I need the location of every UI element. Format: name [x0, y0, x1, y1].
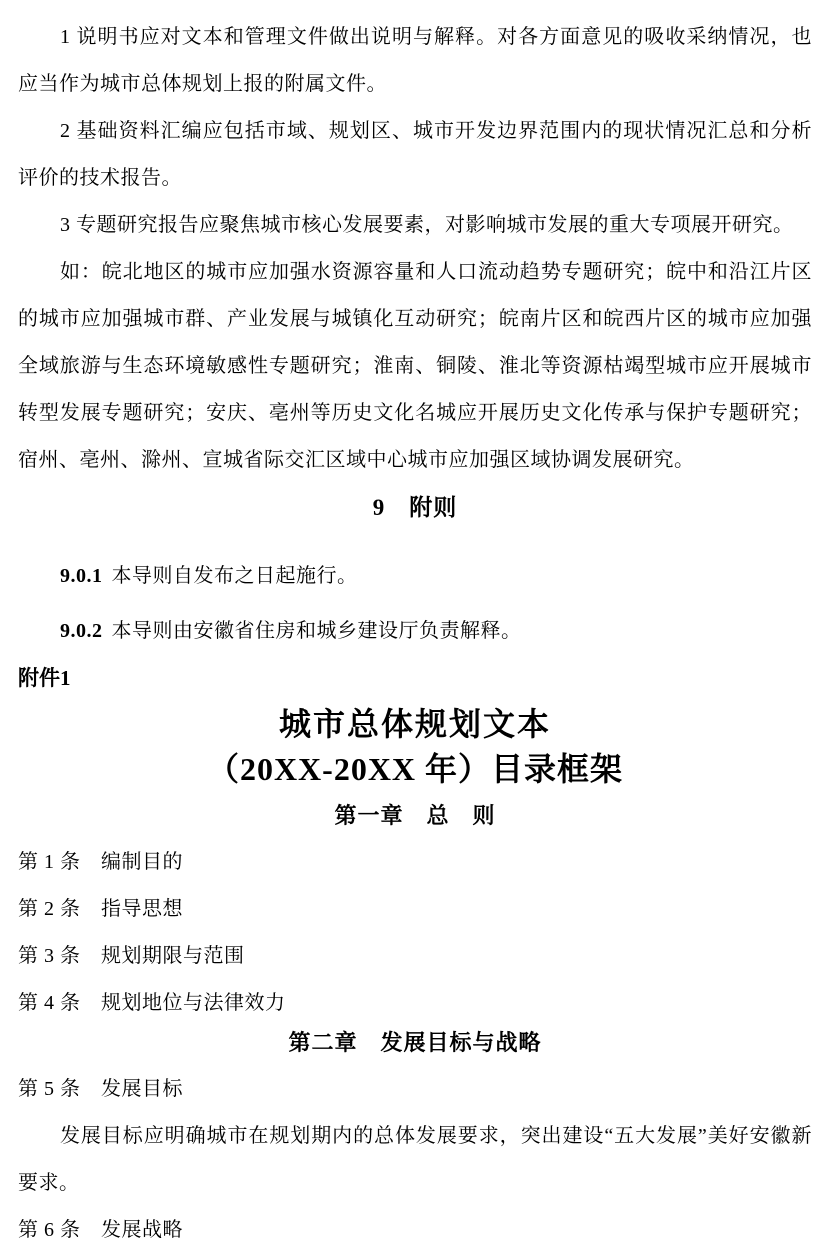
paragraph-development-goal: 发展目标应明确城市在规划期内的总体发展要求，突出建设“五大发展”美好安徽新要求。 [18, 1125, 812, 1194]
article-item-5: 第 5 条 发展目标 [18, 1078, 183, 1100]
doc-title-line2: （20XX-20XX 年）目录框架 [206, 751, 624, 787]
paragraph-explanation-doc: 1 说明书应对文本和管理文件做出说明与解释。对各方面意见的吸收采纳情况，也应当作为城市总体规划上报的附属文件。 [18, 26, 812, 95]
clause-9-0-1 [18, 553, 812, 600]
clause-9-0-2-number: 9.0.2 [60, 620, 103, 642]
chapter-2-heading: 第二章 发展目标与战略 [288, 1030, 542, 1055]
doc-title-line1: 城市总体规划文本 [278, 706, 551, 742]
clause-9-0-2 [18, 608, 812, 655]
paragraph-special-research: 3 专题研究报告应聚焦城市核心发展要素，对影响城市发展的重大专项展开研究。 [60, 214, 794, 236]
clause-9-0-2-text: 本导则由安徽省住房和城乡建设厅负责解释。 [111, 620, 522, 642]
clause-9-0-1-number: 9.0.1 [60, 565, 103, 587]
article-item-3: 第 3 条 规划期限与范围 [18, 945, 245, 967]
clause-9-0-1-text: 本导则自发布之日起施行。 [111, 565, 358, 587]
chapter-1-heading: 第一章 总 则 [334, 803, 496, 828]
article-item-6: 第 6 条 发展战略 [18, 1219, 183, 1241]
article-item-1: 第 1 条 编制目的 [18, 851, 183, 873]
paragraph-regional-examples: 如：皖北地区的城市应加强水资源容量和人口流动趋势专题研究；皖中和沿江片区的城市应加强城市群、产业发展与城镇化互动研究；皖南片区和皖西片区的城市应加强全域旅游与生态环境敏感性专题研究；淮南、铜陵、淮北等资源枯竭型城市应开展城市转型发展专题研究；安庆、亳州等历史文化名城应开展历史文化传承与保护专题研究；宿州、亳州、滁州、宣城省际交汇区域中心城市应加强区域协调发展研究。 [18, 261, 812, 471]
paragraph-basic-data: 2 基础资料汇编应包括市域、规划区、城市开发边界范围内的现状情况汇总和分析评价的技术报告。 [18, 120, 812, 189]
article-item-2: 第 2 条 指导思想 [18, 898, 183, 920]
attachment-label: 附件1 [18, 666, 71, 690]
article-item-4: 第 4 条 规划地位与法律效力 [18, 992, 286, 1014]
section-9-heading: 9 附则 [372, 495, 458, 520]
